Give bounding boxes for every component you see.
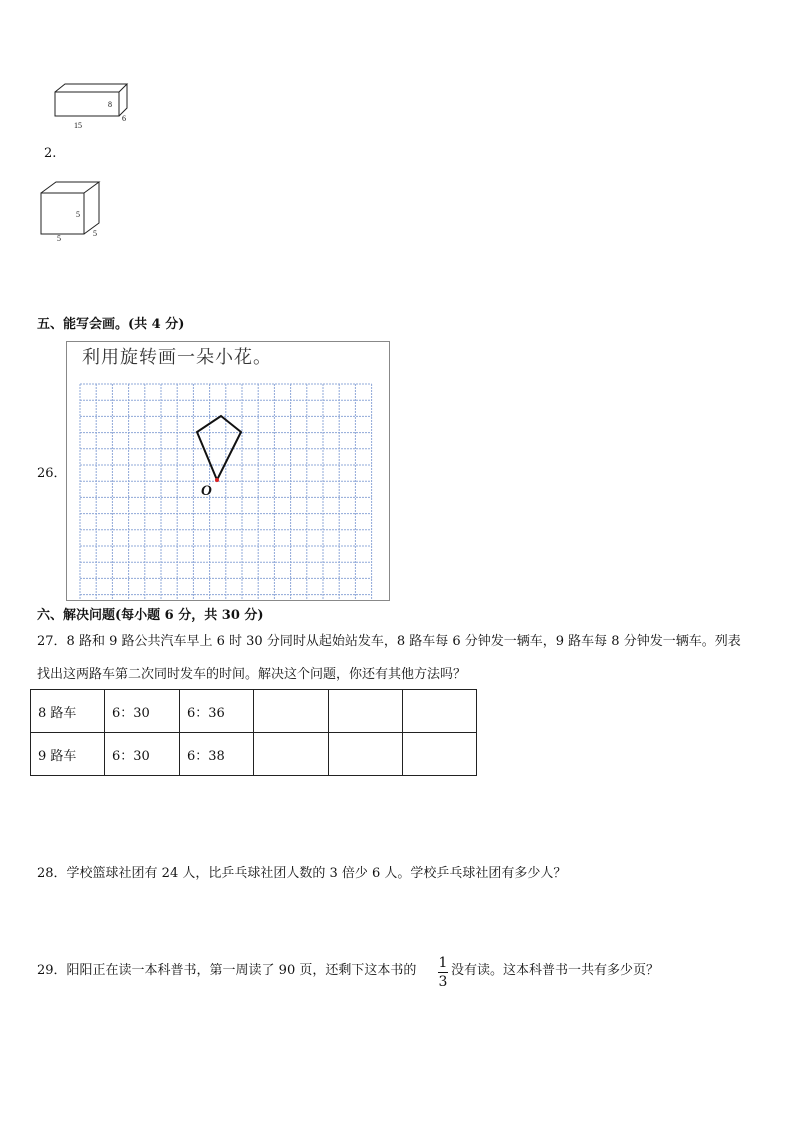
rotation-point xyxy=(215,478,219,482)
fraction-numerator: 1 xyxy=(438,955,448,971)
item-number-2: 2. xyxy=(44,146,57,161)
question-29-before: 29．阳阳正在读一本科普书，第一周读了 90 页，还剩下这本书的 xyxy=(37,963,417,978)
table-cell: 6：36 xyxy=(180,690,254,733)
cuboid-figure xyxy=(50,82,134,134)
fraction-denominator: 3 xyxy=(438,974,448,990)
cube-front-label: 5 xyxy=(76,210,80,219)
cuboid-length-label: 15 xyxy=(74,121,82,130)
cuboid-width-label: 6 xyxy=(122,114,126,123)
drawing-caption: 利用旋转画一朵小花。 xyxy=(82,347,272,368)
table-row xyxy=(31,733,477,776)
question-28: 28．学校篮球社团有 24 人，比乒乓球社团人数的 3 倍少 6 人。学校乒乓球社团有多少人？ xyxy=(37,866,567,881)
section-6-heading: 六、解决问题(每小题 6 分，共 30 分) xyxy=(37,608,264,623)
table-cell: 6：38 xyxy=(180,733,254,776)
table-cell xyxy=(403,733,477,776)
table-cell: 9 路车 xyxy=(31,733,105,776)
point-o-label: O xyxy=(201,483,212,499)
table-row xyxy=(31,690,477,733)
fraction-bar xyxy=(438,972,448,973)
question-27-line-1: 27．8 路和 9 路公共汽车早上 6 时 30 分同时从起始站发车，8 路车每 6 分钟发一辆车，9 路车每 8 分钟发一辆车。列表 xyxy=(37,634,741,649)
question-27-line-2: 找出这两路车第二次同时发车的时间。解决这个问题，你还有其他方法吗？ xyxy=(37,667,467,682)
table-cell: 6：30 xyxy=(105,733,180,776)
drawing-grid xyxy=(67,342,389,600)
table-cell xyxy=(403,690,477,733)
bus-schedule-table xyxy=(30,689,477,776)
drawing-box xyxy=(66,341,390,601)
question-29-after: 没有读。这本科普书一共有多少页？ xyxy=(451,963,660,978)
question-26-number: 26． xyxy=(37,466,67,481)
section-5-heading: 五、能写会画。(共 4 分) xyxy=(37,317,185,332)
cuboid-height-label: 8 xyxy=(108,100,112,109)
table-cell xyxy=(254,690,329,733)
table-cell xyxy=(329,690,403,733)
table-cell: 6：30 xyxy=(105,690,180,733)
table-cell xyxy=(329,733,403,776)
table-cell xyxy=(254,733,329,776)
cube-figure xyxy=(36,178,108,246)
cube-side-label: 5 xyxy=(93,229,97,238)
cube-bottom-label: 5 xyxy=(57,234,61,243)
table-cell: 8 路车 xyxy=(31,690,105,733)
fraction-one-third xyxy=(438,955,448,990)
kite-shape xyxy=(197,416,241,480)
